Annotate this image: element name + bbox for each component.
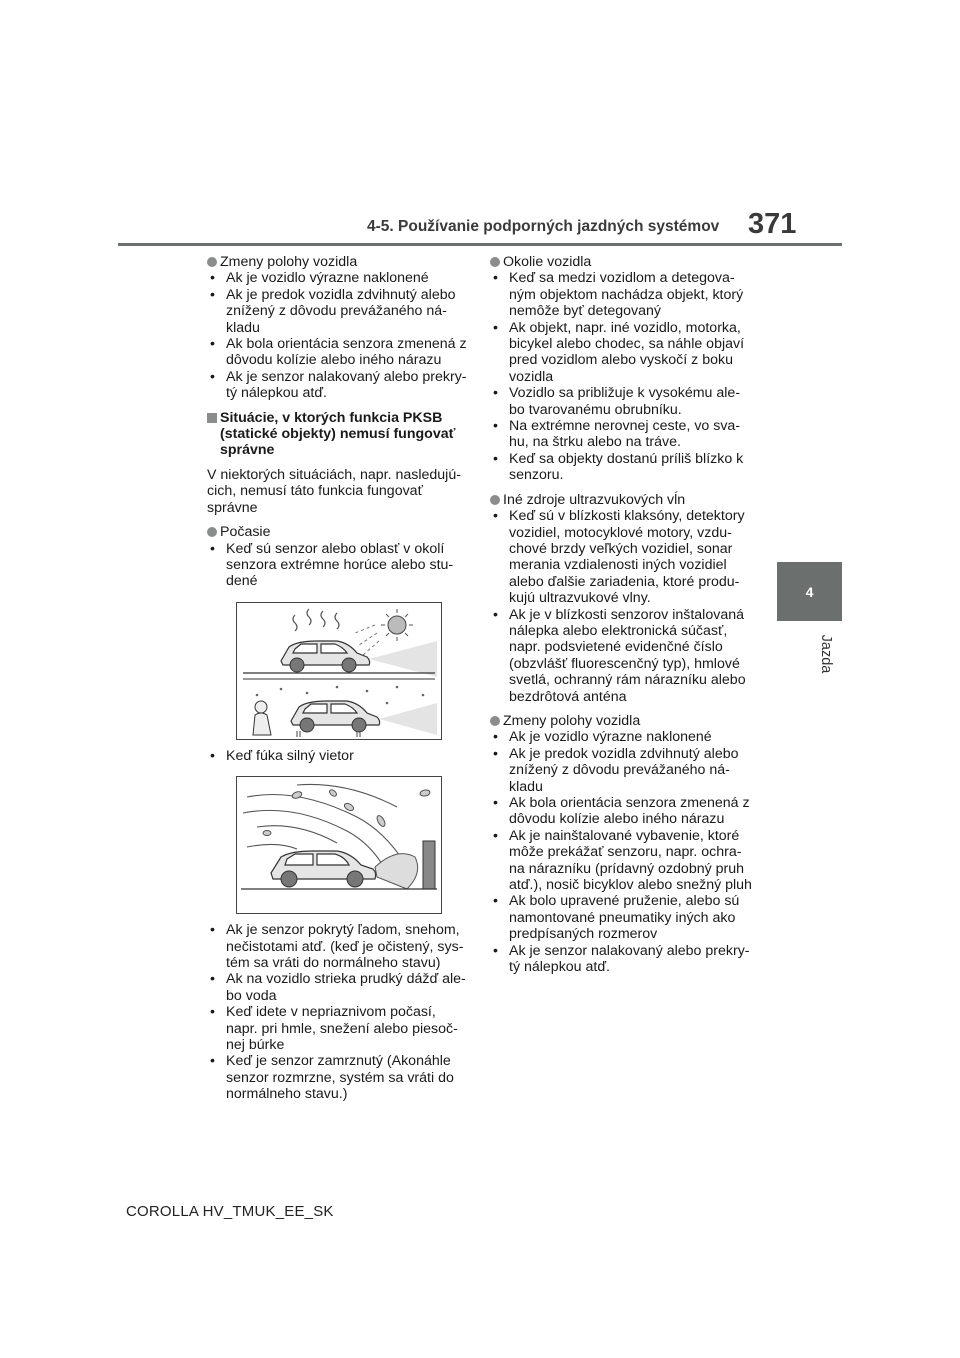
circle-bullet-icon xyxy=(490,716,500,726)
bullet-list xyxy=(490,508,752,705)
heading-text: Zmeny polohy vozidla xyxy=(503,712,641,729)
right-column xyxy=(490,254,752,983)
list-item: • Ak je nainštalované vybavenie, ktoré môže prekážať senzoru, napr. ochra- na nárazníku (prídavný ozdobný pruh atď.), nosič bicyklov alebo snežný pluh xyxy=(490,828,752,894)
section-vehicle-position-2 xyxy=(490,713,752,976)
page-number: 371 xyxy=(748,208,797,240)
chapter-label-container xyxy=(800,630,834,690)
section-vehicle-surroundings xyxy=(490,254,752,484)
list-item: • Ak je v blízkosti senzorov inštalovaná nálepka alebo elektronická súčasť, napr. podsvietené evidenčné číslo (obzvlášť fluorescenčný typ), hmlové svetlá, ochranný rám nárazníku alebo bezdrôtová anténa xyxy=(490,607,752,705)
list-item: • Ak je senzor pokrytý ľadom, snehom, nečistotami atď. (keď je očistený, sys- tém sa vráti do normálneho stavu) xyxy=(207,922,469,971)
list-item: • Ak bola orientácia senzora zmenená z dôvodu kolízie alebo iného nárazu xyxy=(207,336,469,369)
circle-bullet-icon xyxy=(207,527,217,537)
list-item: • Ak je senzor nalakovaný alebo prekry- tý nálepkou atď. xyxy=(490,943,752,976)
chapter-number: 4 xyxy=(805,583,814,600)
heading-text: Okolie vozidla xyxy=(503,254,592,270)
list-item: • Ak bola orientácia senzora zmenená z dôvodu kolízie alebo iného nárazu xyxy=(490,795,752,828)
section-ultrasonic-sources xyxy=(490,492,752,705)
section-heading xyxy=(490,713,752,729)
section-heading xyxy=(490,254,752,270)
section-heading xyxy=(207,254,469,270)
heading-text: Situácie, v ktorých funkcia PKSB (statické objekty) nemusí fungovať správne xyxy=(220,409,456,459)
heading-text: Zmeny polohy vozidla xyxy=(220,254,358,270)
list-item: • Ak objekt, napr. iné vozidlo, motorka, bicykel alebo chodec, sa náhle objaví pred vozidlom alebo vyskočí z boku vozidla xyxy=(490,320,752,386)
section-pksb-situations xyxy=(207,410,469,459)
section-heading xyxy=(490,492,752,508)
list-item: • Keď idete v nepriaznivom počasí, napr. pri hmle, snežení alebo piesoč- nej búrke xyxy=(207,1004,469,1053)
car-heat-cold-illustration xyxy=(237,603,441,739)
list-item: • Keď je senzor zamrznutý (Akonáhle senzor rozmrzne, systém sa vráti do normálneho stavu.) xyxy=(207,1053,469,1102)
left-column xyxy=(207,254,469,1111)
heading-text: Počasie xyxy=(220,524,271,541)
bullet-list xyxy=(207,922,469,1102)
list-item: • Keď sú senzor alebo oblasť v okolí senzora extrémne horúce alebo stu- dené xyxy=(207,541,469,590)
bullet-list xyxy=(207,541,469,590)
section-weather xyxy=(207,524,469,1103)
list-item: • Keď fúka silný vietor xyxy=(207,748,469,764)
bullet-list xyxy=(207,270,469,401)
bullet-list xyxy=(490,270,752,483)
list-item: • Vozidlo sa približuje k vysokému ale- bo tvarovanému obrubníku. xyxy=(490,385,752,418)
header-divider xyxy=(118,243,842,246)
list-item: • Ak je vozidlo výrazne naklonené xyxy=(207,270,469,286)
list-item: • Keď sú v blízkosti klaksóny, detektory vozidiel, motocyklové motory, vzdu- chové brzdy veľkých vozidiel, sonar merania vzdialenosti iných vozidiel alebo ďalšie zariadenia, ktoré produ- kujú ultrazvukové vlny. xyxy=(490,508,752,606)
circle-bullet-icon xyxy=(490,495,500,505)
bullet-list xyxy=(490,729,752,975)
list-item: • Ak je senzor nalakovaný alebo prekry- tý nálepkou atď. xyxy=(207,369,469,402)
section-heading xyxy=(207,524,469,540)
section-vehicle-position xyxy=(207,254,469,402)
car-wind-illustration xyxy=(237,777,441,913)
section-title: 4-5. Používanie podporných jazdných systémov xyxy=(367,218,720,235)
circle-bullet-icon xyxy=(490,257,500,267)
list-item: • Ak je predok vozidla zdvihnutý alebo znížený z dôvodu prevážaného ná- kladu xyxy=(490,746,752,795)
chapter-label: Jazda xyxy=(818,634,834,674)
heading-text: Iné zdroje ultrazvukových vĺn xyxy=(503,491,686,508)
illustration-wind xyxy=(236,776,442,914)
list-item: • Keď sa objekty dostanú príliš blízko k senzoru. xyxy=(490,451,752,484)
section-heading xyxy=(207,410,469,459)
list-item: • Keď sa medzi vozidlom a detegova- ným objektom nachádza objekt, ktorý nemôže byť detegovaný xyxy=(490,270,752,319)
circle-bullet-icon xyxy=(207,257,217,267)
list-item: • Ak je vozidlo výrazne naklonené xyxy=(490,729,752,745)
bullet-list xyxy=(207,748,469,764)
list-item: • Ak bolo upravené pruženie, alebo sú namontované pneumatiky iných ako predpísaných rozmerov xyxy=(490,893,752,942)
square-bullet-icon xyxy=(207,413,217,423)
document-code: COROLLA HV_TMUK_EE_SK xyxy=(126,1203,334,1220)
list-item: • Ak je predok vozidla zdvihnutý alebo znížený z dôvodu prevážaného ná- kladu xyxy=(207,287,469,336)
chapter-tab xyxy=(777,562,842,621)
paragraph: V niektorých situáciách, napr. nasledujú- cich, nemusí táto funkcia fungovať správne xyxy=(207,466,461,516)
list-item: • Na extrémne nerovnej ceste, vo sva- hu, na štrku alebo na tráve. xyxy=(490,418,752,451)
illustration-temperature xyxy=(236,602,442,740)
list-item: • Ak na vozidlo strieka prudký dážď ale- bo voda xyxy=(207,971,469,1004)
